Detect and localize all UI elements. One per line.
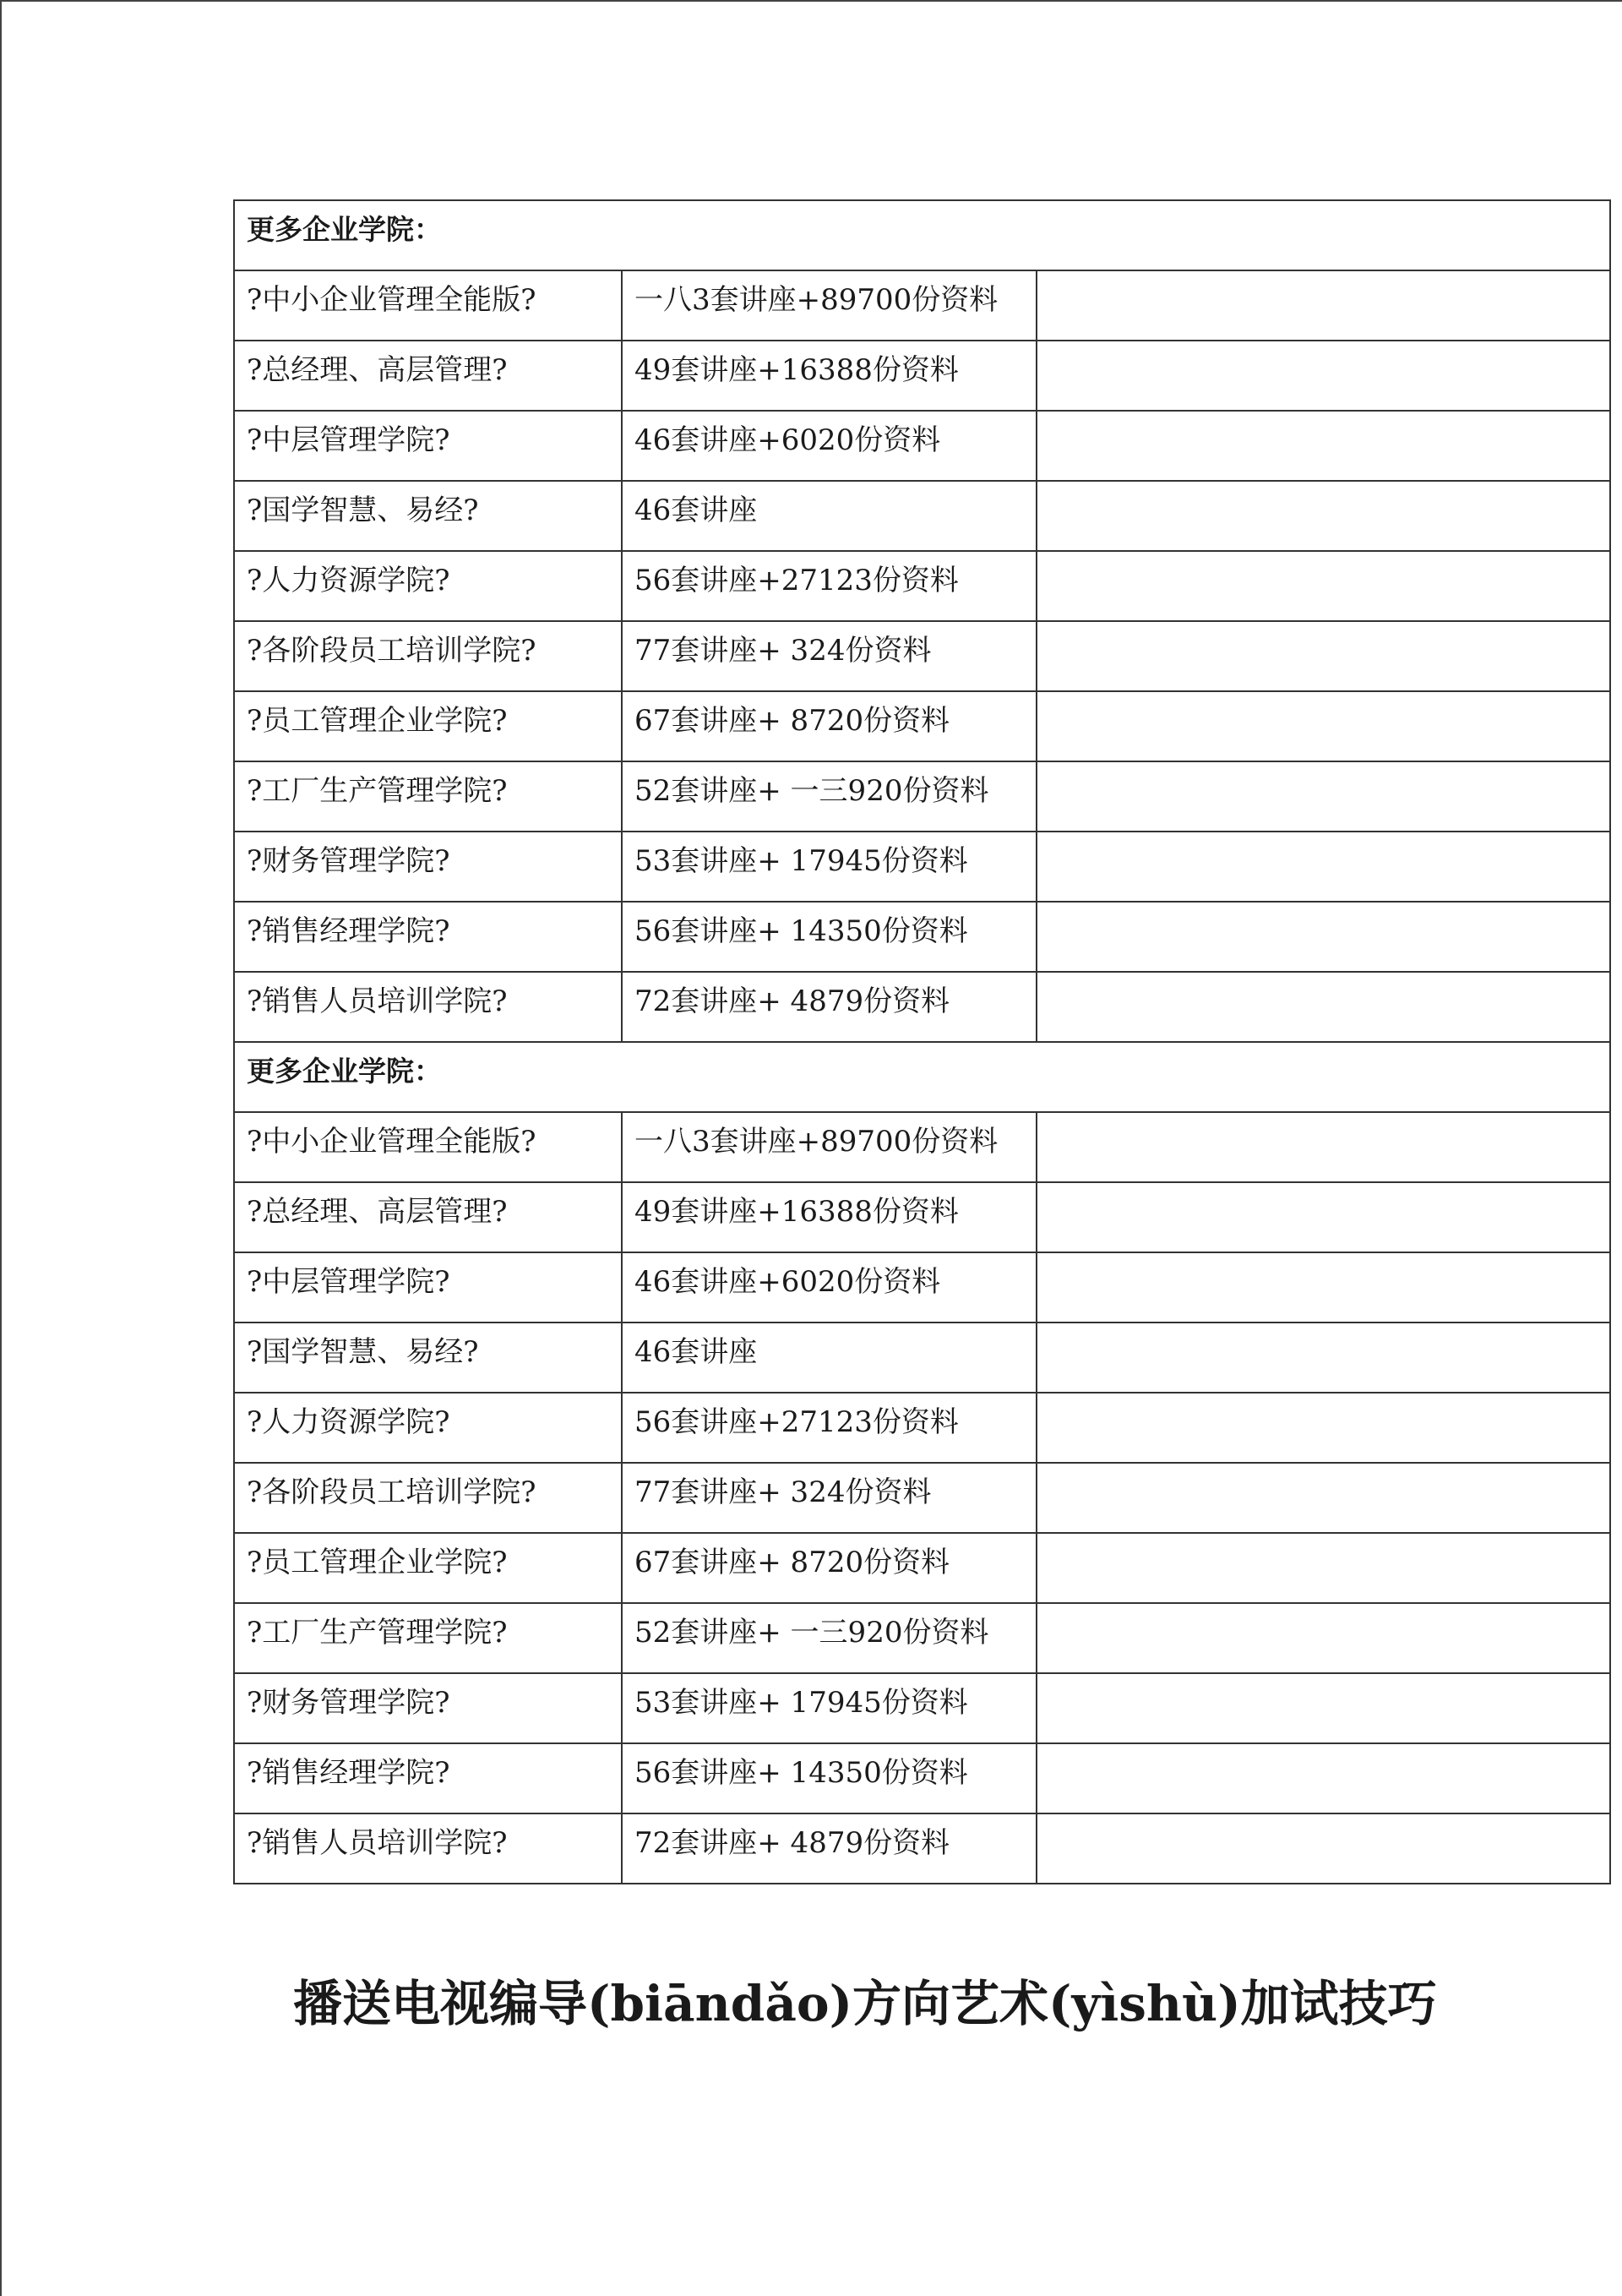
empty-cell	[1037, 832, 1610, 902]
table-row	[234, 270, 1610, 341]
academy-name-cell: ?总经理、高层管理?	[234, 341, 622, 411]
course-table-body	[234, 200, 1610, 1884]
table-row	[234, 972, 1610, 1042]
academy-content-cell: 77套讲座+ 324份资料	[622, 1463, 1037, 1533]
academy-name-cell: ?销售人员培训学院?	[234, 972, 622, 1042]
section-header-row	[234, 1042, 1610, 1112]
document-title: 播送电视编导(biāndǎo)方向艺术(yìshù)加试技巧	[293, 1975, 1437, 2032]
table-row	[234, 1533, 1610, 1603]
academy-name-cell: ?财务管理学院?	[234, 832, 622, 902]
empty-cell	[1037, 1813, 1610, 1884]
academy-content-cell: 一八3套讲座+89700份资料	[622, 1112, 1037, 1182]
empty-cell	[1037, 1393, 1610, 1463]
academy-content-cell: 46套讲座	[622, 1323, 1037, 1393]
academy-name-cell: ?国学智慧、易经?	[234, 1323, 622, 1393]
academy-name-cell: ?销售经理学院?	[234, 1743, 622, 1813]
academy-name-cell: ?总经理、高层管理?	[234, 1182, 622, 1252]
empty-cell	[1037, 270, 1610, 341]
table-row	[234, 1813, 1610, 1884]
academy-content-cell: 56套讲座+27123份资料	[622, 1393, 1037, 1463]
academy-name-cell: ?工厂生产管理学院?	[234, 761, 622, 832]
empty-cell	[1037, 1673, 1610, 1743]
academy-content-cell: 49套讲座+16388份资料	[622, 1182, 1037, 1252]
academy-content-cell: 46套讲座+6020份资料	[622, 1252, 1037, 1323]
empty-cell	[1037, 411, 1610, 481]
academy-name-cell: ?中层管理学院?	[234, 1252, 622, 1323]
academy-name-cell: ?员工管理企业学院?	[234, 691, 622, 761]
empty-cell	[1037, 902, 1610, 972]
academy-name-cell: ?人力资源学院?	[234, 1393, 622, 1463]
empty-cell	[1037, 1533, 1610, 1603]
academy-content-cell: 53套讲座+ 17945份资料	[622, 832, 1037, 902]
table-row	[234, 551, 1610, 621]
academy-content-cell: 56套讲座+27123份资料	[622, 551, 1037, 621]
academy-name-cell: ?各阶段员工培训学院?	[234, 621, 622, 691]
academy-name-cell: ?财务管理学院?	[234, 1673, 622, 1743]
table-row	[234, 621, 1610, 691]
academy-name-cell: ?中小企业管理全能版?	[234, 270, 622, 341]
empty-cell	[1037, 341, 1610, 411]
table-row	[234, 1323, 1610, 1393]
academy-content-cell: 56套讲座+ 14350份资料	[622, 1743, 1037, 1813]
empty-cell	[1037, 1743, 1610, 1813]
table-row	[234, 1603, 1610, 1673]
table-row	[234, 1112, 1610, 1182]
table-row	[234, 832, 1610, 902]
table-row	[234, 761, 1610, 832]
academy-content-cell: 77套讲座+ 324份资料	[622, 621, 1037, 691]
academy-name-cell: ?国学智慧、易经?	[234, 481, 622, 551]
table-row	[234, 1182, 1610, 1252]
table-row	[234, 1393, 1610, 1463]
academy-content-cell: 52套讲座+ 一三920份资料	[622, 761, 1037, 832]
academy-name-cell: ?中小企业管理全能版?	[234, 1112, 622, 1182]
table-row	[234, 1252, 1610, 1323]
table-row	[234, 1463, 1610, 1533]
academy-content-cell: 49套讲座+16388份资料	[622, 341, 1037, 411]
empty-cell	[1037, 691, 1610, 761]
academy-content-cell: 46套讲座+6020份资料	[622, 411, 1037, 481]
academy-content-cell: 56套讲座+ 14350份资料	[622, 902, 1037, 972]
academy-content-cell: 一八3套讲座+89700份资料	[622, 270, 1037, 341]
academy-content-cell: 46套讲座	[622, 481, 1037, 551]
table-row	[234, 902, 1610, 972]
section-header: 更多企业学院：	[234, 200, 1610, 270]
course-table	[233, 199, 1611, 1884]
empty-cell	[1037, 761, 1610, 832]
empty-cell	[1037, 1112, 1610, 1182]
academy-name-cell: ?销售人员培训学院?	[234, 1813, 622, 1884]
academy-name-cell: ?工厂生产管理学院?	[234, 1603, 622, 1673]
table-row	[234, 411, 1610, 481]
empty-cell	[1037, 1323, 1610, 1393]
empty-cell	[1037, 972, 1610, 1042]
academy-name-cell: ?各阶段员工培训学院?	[234, 1463, 622, 1533]
academy-name-cell: ?中层管理学院?	[234, 411, 622, 481]
academy-content-cell: 72套讲座+ 4879份资料	[622, 972, 1037, 1042]
table-row	[234, 1673, 1610, 1743]
empty-cell	[1037, 1252, 1610, 1323]
academy-content-cell: 67套讲座+ 8720份资料	[622, 1533, 1037, 1603]
table-row	[234, 691, 1610, 761]
table-row	[234, 1743, 1610, 1813]
academy-name-cell: ?销售经理学院?	[234, 902, 622, 972]
academy-name-cell: ?人力资源学院?	[234, 551, 622, 621]
table-row	[234, 481, 1610, 551]
table-row	[234, 341, 1610, 411]
empty-cell	[1037, 1463, 1610, 1533]
section-header: 更多企业学院：	[234, 1042, 1610, 1112]
empty-cell	[1037, 1182, 1610, 1252]
academy-content-cell: 52套讲座+ 一三920份资料	[622, 1603, 1037, 1673]
empty-cell	[1037, 481, 1610, 551]
empty-cell	[1037, 551, 1610, 621]
academy-content-cell: 72套讲座+ 4879份资料	[622, 1813, 1037, 1884]
academy-name-cell: ?员工管理企业学院?	[234, 1533, 622, 1603]
empty-cell	[1037, 621, 1610, 691]
academy-content-cell: 67套讲座+ 8720份资料	[622, 691, 1037, 761]
section-header-row	[234, 200, 1610, 270]
empty-cell	[1037, 1603, 1610, 1673]
academy-content-cell: 53套讲座+ 17945份资料	[622, 1673, 1037, 1743]
